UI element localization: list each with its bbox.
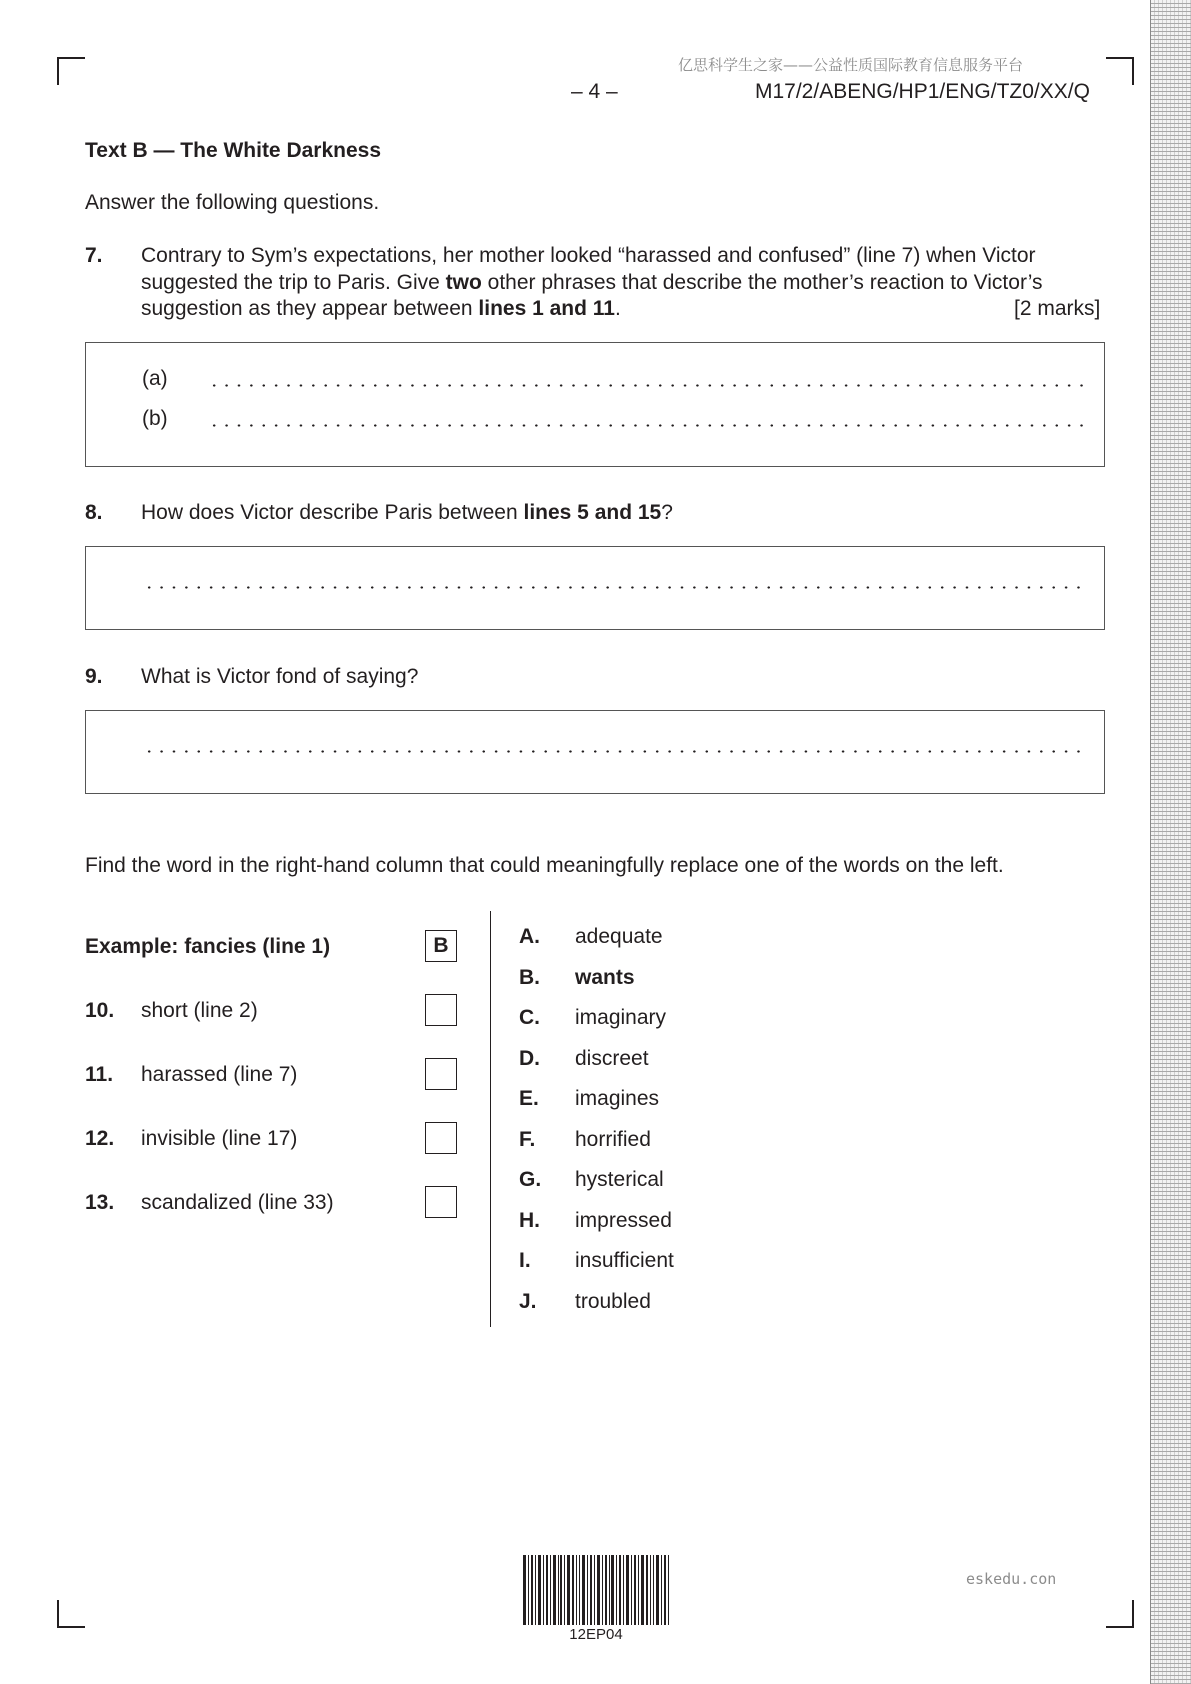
- q7-part-b-label: (b): [142, 407, 168, 430]
- q7-part-b-line[interactable]: [208, 424, 1086, 427]
- q12-answer-box[interactable]: [425, 1122, 457, 1154]
- q7-line-1: Contrary to Sym’s expectations, her mother looked “harassed and confused” (line 7) when Victor: [141, 244, 1036, 267]
- barcode-label: 12EP04: [569, 1626, 623, 1643]
- option-letter: G.: [519, 1168, 542, 1191]
- q7-answer-box[interactable]: [85, 342, 1105, 467]
- example-label: Example: fancies (line 1): [85, 935, 331, 958]
- crop-mark-bottom-left: [57, 1600, 85, 1628]
- option-word: imagines: [575, 1087, 660, 1110]
- option-word: insufficient: [575, 1249, 674, 1272]
- option-letter: H.: [519, 1209, 540, 1232]
- q13-answer-box[interactable]: [425, 1186, 457, 1218]
- crop-mark-top-right: [1106, 57, 1134, 85]
- matching-instruction: Find the word in the right-hand column that could meaningfully replace one of the words on the left.: [85, 854, 1004, 877]
- q7-part-a-line[interactable]: [208, 384, 1086, 387]
- option-word: discreet: [575, 1047, 649, 1070]
- option-word: wants: [575, 966, 635, 989]
- q9-answer-line[interactable]: [143, 750, 1086, 753]
- site-watermark: eskedu.con: [966, 1570, 1057, 1588]
- instruction: Answer the following questions.: [85, 191, 380, 214]
- q8-answer-line[interactable]: [143, 586, 1086, 589]
- option-word: horrified: [575, 1128, 651, 1151]
- q7-text: [141, 243, 1043, 323]
- option-word: hysterical: [575, 1168, 664, 1191]
- option-letter: C.: [519, 1006, 540, 1029]
- column-divider: [490, 911, 491, 1327]
- q11-answer-box[interactable]: [425, 1058, 457, 1090]
- q13-number: 13.: [85, 1191, 115, 1214]
- q8-answer-box[interactable]: [85, 546, 1105, 630]
- q7-line-3: suggestion as they appear between lines 1 and 11.: [141, 297, 621, 320]
- q12-number: 12.: [85, 1127, 115, 1150]
- option-letter: F.: [519, 1128, 536, 1151]
- q8-text: How does Victor describe Paris between lines 5 and 15?: [141, 501, 673, 524]
- paper-code: M17/2/ABENG/HP1/ENG/TZ0/XX/Q: [755, 80, 1090, 103]
- q8-number: 8.: [85, 501, 103, 524]
- q7-marks: [2 marks]: [1014, 297, 1101, 320]
- q10-answer-box[interactable]: [425, 994, 457, 1026]
- q12-text: invisible (line 17): [141, 1127, 298, 1150]
- q10-text: short (line 2): [141, 999, 258, 1022]
- q7-number: 7.: [85, 244, 103, 267]
- binding-strip: [1150, 0, 1191, 1684]
- section-title: Text B — The White Darkness: [85, 139, 382, 162]
- q11-text: harassed (line 7): [141, 1063, 298, 1086]
- option-word: impressed: [575, 1209, 672, 1232]
- option-word: adequate: [575, 925, 663, 948]
- crop-mark-top-left: [57, 57, 85, 85]
- q11-number: 11.: [85, 1063, 114, 1086]
- q9-number: 9.: [85, 665, 103, 688]
- q10-number: 10.: [85, 999, 115, 1022]
- watermark: 亿思科学生之家——公益性质国际教育信息服务平台: [678, 56, 1024, 74]
- q7-part-a-label: (a): [142, 367, 168, 390]
- page-number: – 4 –: [571, 80, 618, 103]
- barcode: [523, 1555, 669, 1625]
- q13-text: scandalized (line 33): [141, 1191, 334, 1214]
- option-letter: E.: [519, 1087, 539, 1110]
- q9-answer-box[interactable]: [85, 710, 1105, 794]
- example-answer-box: B: [425, 930, 457, 962]
- option-word: imaginary: [575, 1006, 667, 1029]
- option-letter: D.: [519, 1047, 540, 1070]
- option-word: troubled: [575, 1290, 651, 1313]
- option-letter: J.: [519, 1290, 537, 1313]
- q7-line-2: suggested the trip to Paris. Give two other phrases that describe the mother’s reaction to Victor’s: [141, 270, 1043, 294]
- q9-text: What is Victor fond of saying?: [141, 665, 419, 688]
- option-letter: A.: [519, 925, 540, 948]
- crop-mark-bottom-right: [1106, 1600, 1134, 1628]
- option-letter: B.: [519, 966, 540, 989]
- option-letter: I.: [519, 1249, 531, 1272]
